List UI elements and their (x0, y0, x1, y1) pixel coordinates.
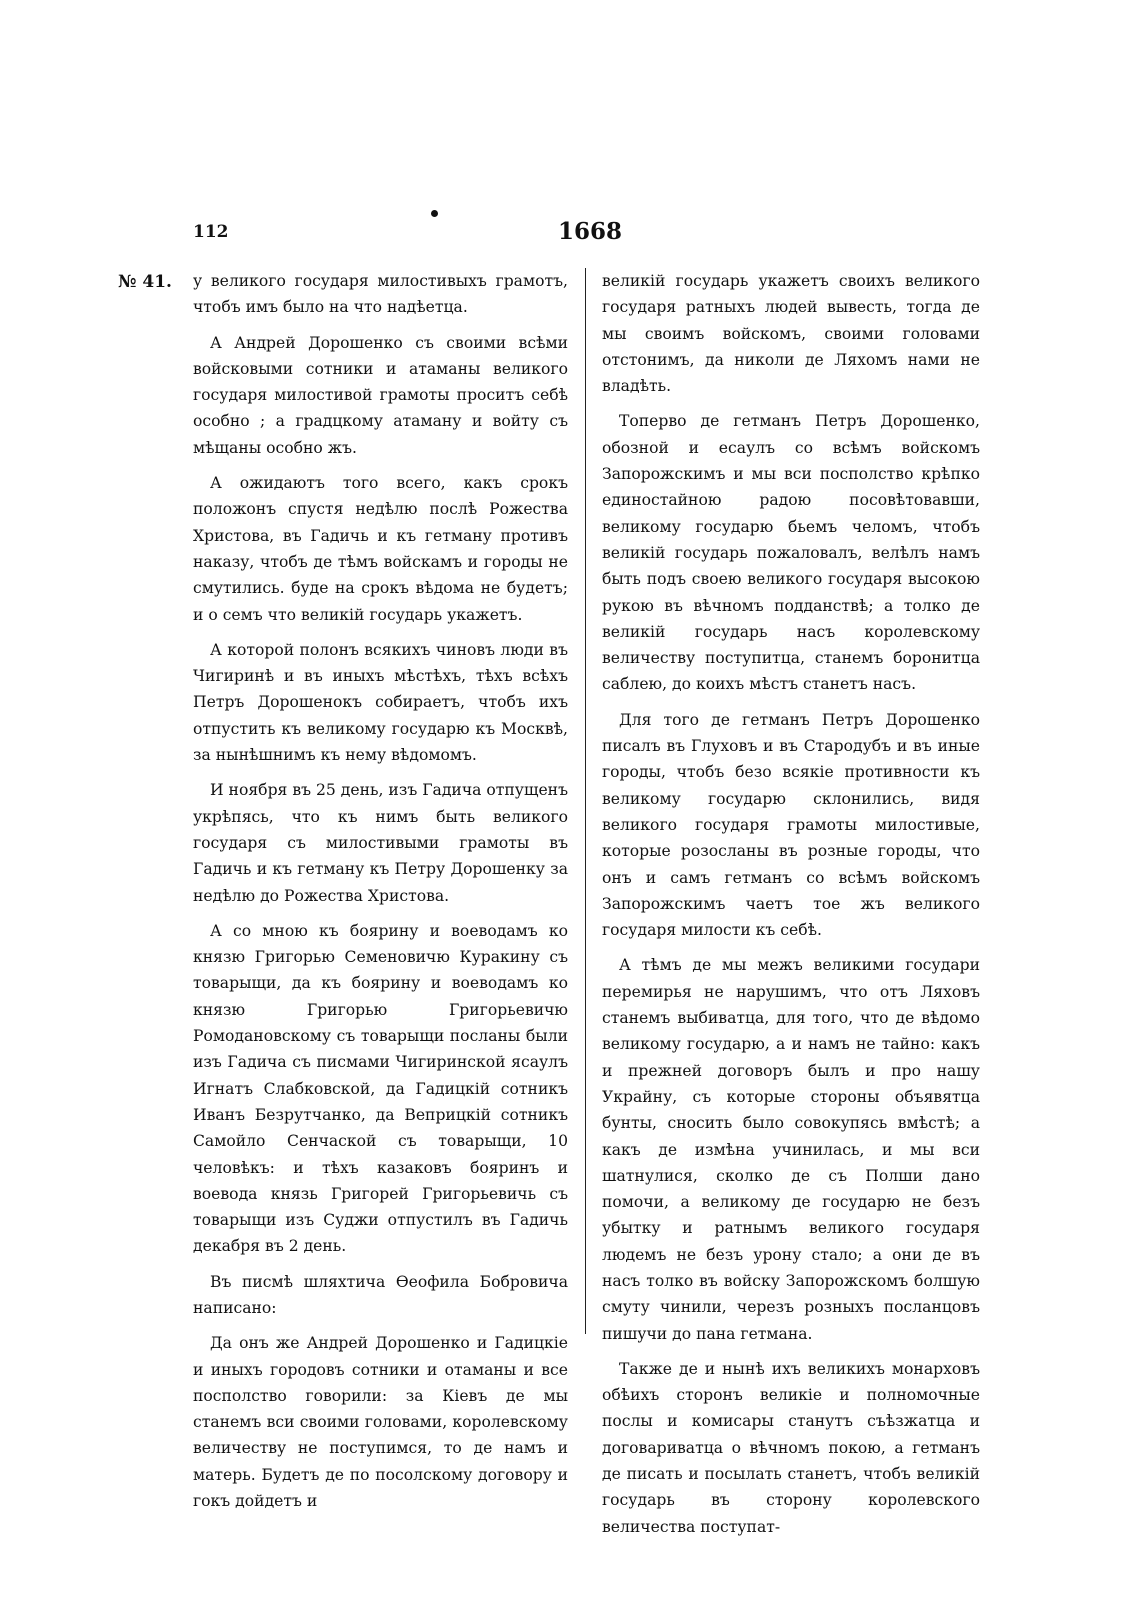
paragraph: А которой полонъ всякихъ чиновъ люди въ Чигиринѣ и въ иныхъ мѣстѣхъ, тѣхъ всѣхъ Петръ Дорошенокъ собираетъ, чтобъ ихъ отпустить къ великому государю къ Москвѣ, за нынѣшнимъ къ нему вѣдомомъ. (193, 640, 568, 765)
ink-speck (431, 210, 438, 217)
paragraph: у великого государя милостивыхъ грамотъ, чтобъ имъ было на что надѣетца. (193, 272, 568, 317)
paragraph: Въ писмѣ шляхтича Ѳеофила Бобровича написано: (193, 1272, 568, 1317)
paragraph: Также де и нынѣ ихъ великихъ монарховъ обѣихъ сторонъ великіе и полномочные послы и комисары станутъ съѣзжатца и договариватца о вѣчномъ покою, а гетманъ де писать и посылать станетъ, чтобъ великій государь въ сторону королевского величества поступат- (602, 1359, 980, 1536)
document-number: № 41. (118, 272, 172, 292)
paragraph: Для того де гетманъ Петръ Дорошенко писалъ въ Глуховъ и въ Стародубъ и въ иные городы, чтобъ безо всякіе противности къ великому государю склонились, видя великого государя грамоты милостивые, которые розосланы въ розные городы, что онъ и самъ гетманъ со всѣмъ войскомъ Запорожскимъ чаетъ тое жъ великого государя милости къ себѣ. (602, 710, 980, 940)
column-divider (585, 268, 586, 1334)
left-column (193, 268, 568, 1523)
page-header (0, 218, 1140, 252)
year-heading: 1668 (558, 218, 623, 245)
page-number: 112 (193, 222, 229, 242)
paragraph: Топерво де гетманъ Петръ Дорошенко, обозной и есаулъ со всѣмъ войскомъ Запорожскимъ и мы вси посполство крѣпко единостайною радою посовѣтовавши, великому государю бьемъ челомъ, чтобъ великій государь пожаловалъ, велѣлъ намъ быть подъ своею великого государя высокою рукою въ вѣчномъ подданствѣ; а толко де великій государь насъ королевскому величеству поступитца, станемъ боронитца саблею, до коихъ мѣстъ станетъ насъ. (602, 412, 980, 694)
paragraph: А Андрей Дорошенко съ своими всѣми войсковыми сотники и атаманы великого государя милостивой грамоты проситъ себѣ особно ; а градцкому атаману и войту съ мѣщаны особно жъ. (193, 333, 568, 457)
paragraph: А тѣмъ де мы межъ великими государи перемирья не нарушимъ, что отъ Ляховъ станемъ выбиватца, для того, что де вѣдомо великому государю, а и намъ не тайно: какъ и прежней договоръ былъ и про нашу Украйну, съ которые стороны объявятца бунты, сносить было совокупясь вмѣстѣ; а какъ де измѣна учинилась, и мы вси шатнулися, сколко де съ Полши дано помочи, а великому де государю не безъ убытку и ратнымъ великого государя людемъ не безъ урону стало; а они де въ насъ толко въ войску Запорожскомъ болшую смуту чинили, черезъ розныхъ посланцовъ пишучи до пана гетмана. (602, 956, 980, 1343)
paragraph: И ноября въ 25 день, изъ Гадича отпущенъ укрѣпясь, что къ нимъ быть великого государя съ милостивыми грамоты въ Гадичь и къ гетману къ Петру Дорошенку за недѣлю до Рожества Христова. (193, 781, 569, 905)
paragraph: великій государь укажетъ своихъ великого государя ратныхъ людей вывесть, тогда де мы своимъ войскомъ, своими головами отстонимъ, да николи де Ляхомъ нами не владѣть. (602, 272, 980, 396)
paragraph: А ожидаютъ того всего, какъ срокъ положонъ спустя недѣлю послѣ Рожества Христова, въ Гадичь и къ гетману противъ наказу, чтобъ де тѣмъ войскамъ и городы не смутились. буде на срокъ вѣдома не будетъ; и о семъ что великій государь укажетъ. (193, 474, 568, 624)
right-column (602, 268, 980, 1549)
paragraph: Да онъ же Андрей Дорошенко и Гадицкіе и иныхъ городовъ сотники и отаманы и все посполство говорили: за Кіевъ де мы станемъ вси своими головами, королевскому величеству не поступимся, то де намъ и матерь. Будетъ де по посолскому договору и гокъ дойдетъ и (193, 1334, 568, 1511)
paragraph: А со мною къ боярину и воеводамъ ко князю Григорью Семеновичю Куракину съ товарыщи, да къ боярину и воеводамъ ко князю Григорью Григорьевичю Ромодановскому съ товарыщи посланы были изъ Гадича съ писмами Чигиринской ясаулъ Игнатъ Слабковской, да Гадицкій сотникъ Иванъ Безрутчанко, да Веприцкій сотникъ Самойло Сенчаской съ товарыщи, 10 человѣкъ: и тѣхъ казаковъ бояринъ и воевода князь Григорей Григорьевичь съ товарыщи изъ Суджи отпустилъ въ Гадичь декабря въ 2 день. (193, 921, 568, 1256)
